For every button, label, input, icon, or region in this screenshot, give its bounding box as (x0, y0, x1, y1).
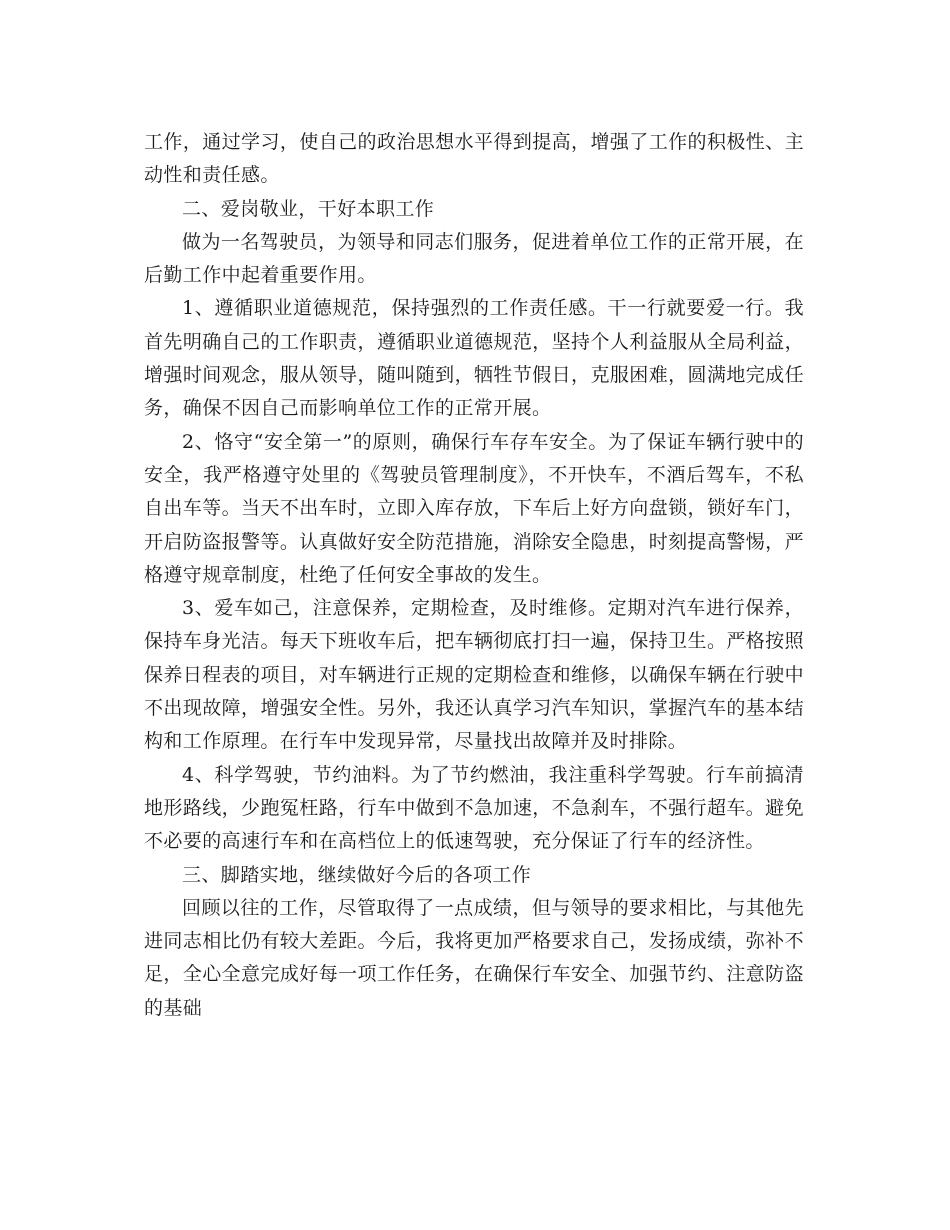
section-heading-2: 二、爱岗敬业，干好本职工作 (182, 197, 435, 220)
paragraph-item-4: 4、科学驾驶，节约油料。为了节约燃油，我注重科学驾驶。行车前搞清地形路线，少跑冤枉路，行车中做到不急加速，不急刹车，不强行超车。避免不必要的高速行车和在高档位上的低速驾驶，充分保证了行车的经济性。 (144, 763, 804, 853)
document-body (144, 126, 804, 1025)
paragraph-review: 回顾以往的工作，尽管取得了一点成绩，但与领导的要求相比，与其他先进同志相比仍有较大差距。今后，我将更加严格要求自己，发扬成绩，弥补不足，全心全意完成好每一项工作任务，在确保行车安全、加强节约、注意防盗的基础 (144, 896, 804, 1019)
section-heading-3: 三、脚踏实地，继续做好今后的各项工作 (182, 863, 532, 886)
paragraph-item-1: 1、遵循职业道德规范，保持强烈的工作责任感。干一行就要爱一行。我首先明确自己的工作职责，遵循职业道德规范，坚持个人利益服从全局利益，增强时间观念，服从领导，随叫随到，牺牲节假日，克服困难，圆满地完成任务，确保不因自己而影响单位工作的正常开展。 (144, 297, 804, 420)
paragraph-item-2: 2、恪守“安全第一”的原则，确保行车存车安全。为了保证车辆行驶中的安全，我严格遵守处里的《驾驶员管理制度》，不开快车，不酒后驾车，不私自出车等。当天不出车时，立即入库存放，下车后上好方向盘锁，锁好车门，开启防盗报警等。认真做好安全防范措施，消除安全隐患，时刻提高警惕，严格遵守规章制度，杜绝了任何安全事故的发生。 (144, 430, 804, 586)
paragraph-item-3: 3、爱车如己，注意保养，定期检查，及时维修。定期对汽车进行保养，保持车身光洁。每天下班收车后，把车辆彻底打扫一遍，保持卫生。严格按照保养日程表的项目，对车辆进行正规的定期检查和维修，以确保车辆在行驶中不出现故障，增强安全性。另外，我还认真学习汽车知识，掌握汽车的基本结构和工作原理。在行车中发现异常，尽量找出故障并及时排除。 (144, 597, 804, 753)
paragraph-continuation: 工作，通过学习，使自己的政治思想水平得到提高，增强了工作的积极性、主动性和责任感。 (144, 131, 804, 187)
paragraph-intro: 做为一名驾驶员，为领导和同志们服务，促进着单位工作的正常开展，在后勤工作中起着重要作用。 (144, 230, 804, 287)
